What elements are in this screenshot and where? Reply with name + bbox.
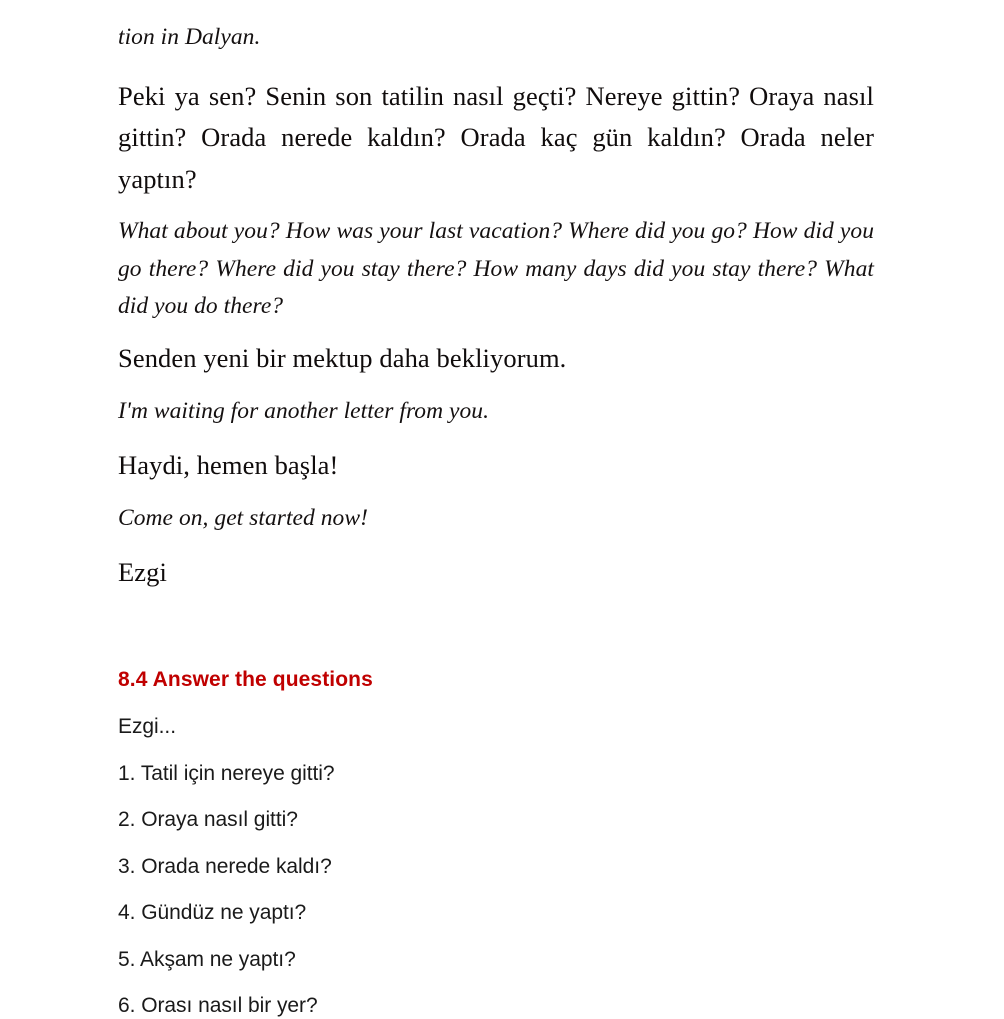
- letter-signature: Ezgi: [118, 556, 167, 587]
- spacer: [118, 379, 874, 393]
- spacer: [118, 926, 874, 947]
- english-line-getstarted: Come on, get started now!: [118, 505, 368, 531]
- question-item: 2. Oraya nasıl gitti?: [118, 808, 298, 831]
- question-item: 4. Gündüz ne yaptı?: [118, 901, 307, 924]
- question-item: 5. Akşam ne yaptı?: [118, 947, 296, 971]
- spacer: [118, 740, 874, 761]
- spacer: [118, 486, 874, 500]
- spacer: [118, 880, 874, 901]
- turkish-line-waiting: Senden yeni bir mektup daha bekliyorum.: [118, 342, 567, 373]
- question-item: 1. Tatil için nereye gitti?: [118, 761, 335, 785]
- spacer: [118, 787, 874, 808]
- continued-line: tion in Dalyan.: [118, 24, 261, 50]
- spacer: [118, 538, 874, 552]
- question-item: 3. Orada nerede kaldı?: [118, 854, 332, 878]
- question-item: 6. Orası nasıl bir yer?: [118, 994, 318, 1017]
- spacer: [118, 326, 874, 338]
- turkish-paragraph-questions: Peki ya sen? Senin son tatilin nasıl geçti? Nereye gittin? Oraya nasıl gittin? Orada nerede kaldın? Orada kaç gün kaldın? Orada neler yaptın?: [118, 80, 874, 194]
- spacer: [118, 57, 874, 76]
- english-translation-questions: What about you? How was your last vacation? Where did you go? How did you go there? Where did you stay there? How many days did you stay there? What did you do there?: [118, 218, 874, 319]
- exercise-section: [118, 667, 874, 1019]
- spacer: [118, 973, 874, 994]
- spacer: [118, 693, 874, 714]
- exercise-heading: 8.4 Answer the questions: [118, 668, 373, 691]
- spacer: [118, 431, 874, 445]
- spacer: [118, 833, 874, 854]
- page-content-column: [118, 0, 874, 1019]
- exercise-prompt: Ezgi...: [118, 715, 177, 738]
- english-line-waiting: I'm waiting for another letter from you.: [118, 398, 490, 424]
- turkish-line-getstarted: Haydi, hemen başla!: [118, 449, 339, 480]
- letter-body: [118, 0, 874, 593]
- spacer: [118, 200, 874, 213]
